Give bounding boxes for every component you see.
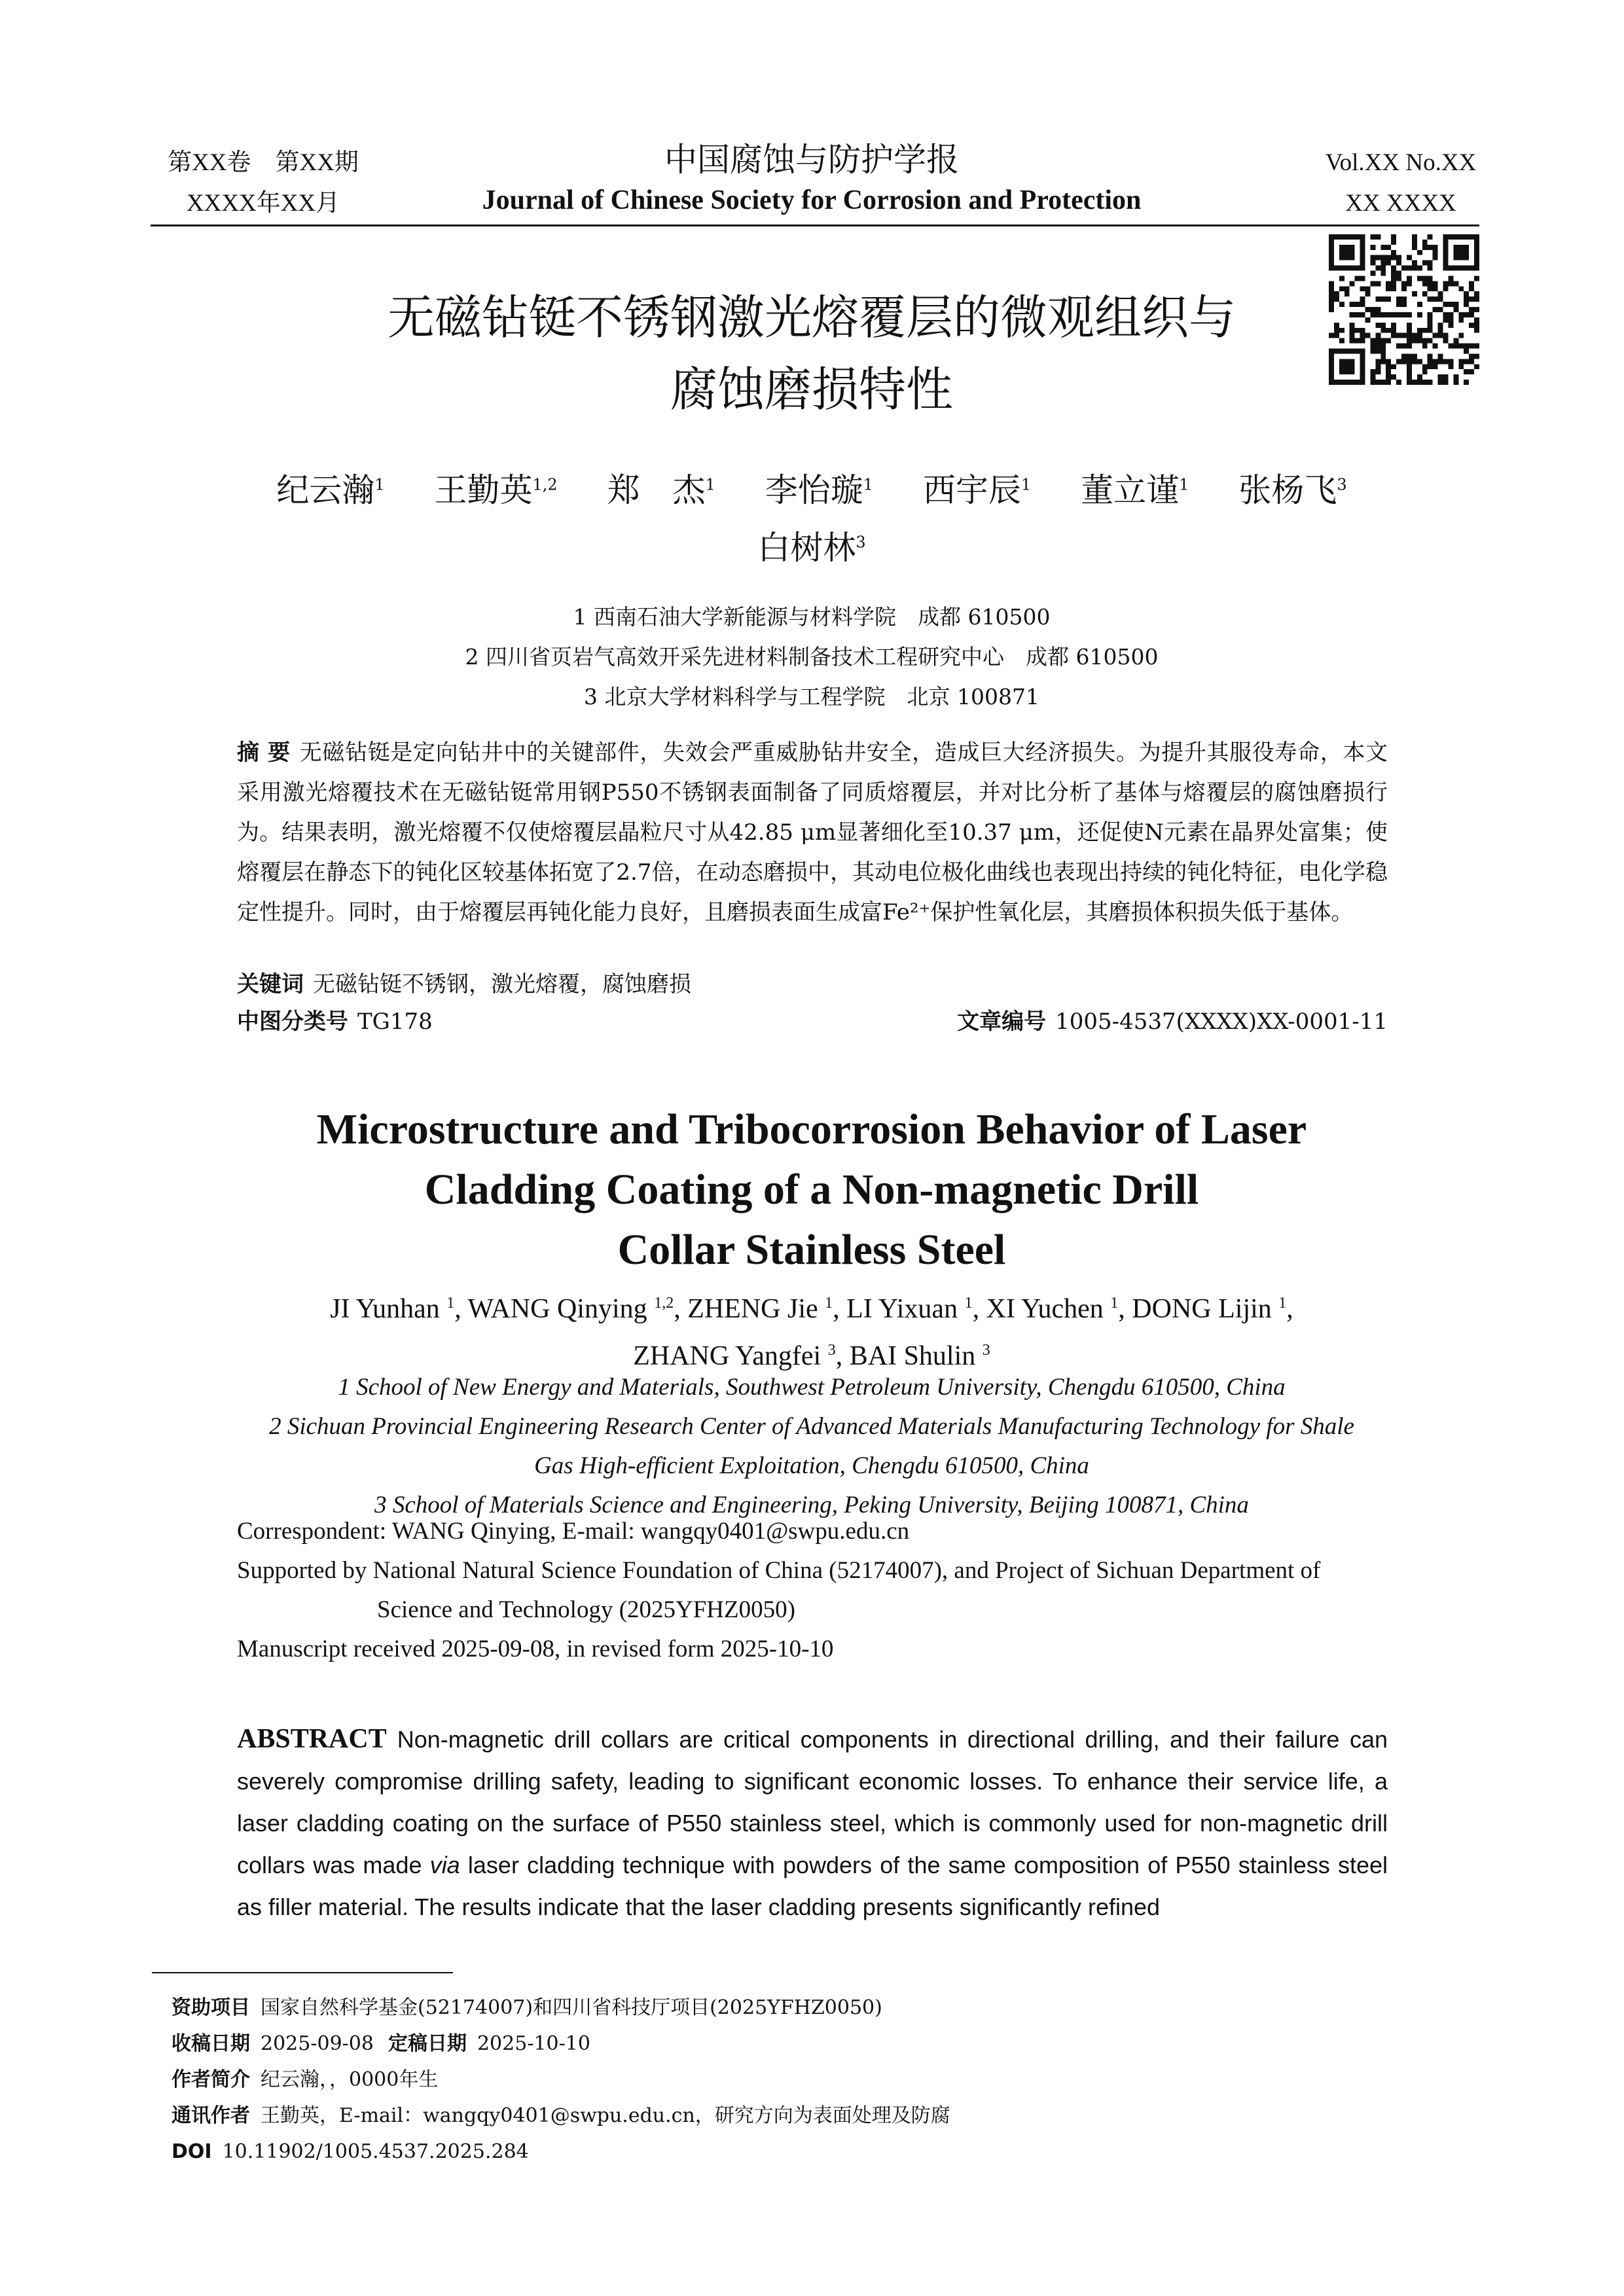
abstract-cn: [237, 733, 1388, 933]
vol-issue-en: Vol.XX No.XX: [1325, 149, 1477, 176]
author-en: XI Yuchen $^1$,: [986, 1294, 1132, 1324]
title-cn-line2: 腐蚀磨损特性: [670, 362, 953, 417]
header-left: [152, 143, 374, 224]
author-cn: 郑 杰$^1$: [607, 471, 715, 509]
affiliation-en: 2 Sichuan Provincial Engineering Research Center of Advanced Materials Manufacturing Technology for Shale: [269, 1413, 1354, 1440]
footnotes: [171, 1990, 1350, 2170]
qr-code[interactable]: [1329, 234, 1479, 385]
author-en: ZHENG Jie $^1$,: [687, 1294, 847, 1324]
affiliation-en: Gas High-efficient Exploitation, Chengdu 610500, China: [534, 1452, 1089, 1479]
affiliations-cn: [262, 597, 1362, 717]
author-en: WANG Qinying $^{1,2}$,: [467, 1294, 688, 1324]
article-number: [957, 1005, 1388, 1039]
date-cn: XXXX年XX月: [186, 190, 340, 217]
affiliation-en: 1 School of New Energy and Materials, Southwest Petroleum University, Chengdu 610500, China: [338, 1374, 1286, 1401]
authors-cn-line2: [216, 516, 1407, 575]
footnote-author-bio: 作者简介 纪云瀚，，0000年生: [171, 2068, 439, 2091]
affiliation-en: 3 School of Materials Science and Engineering, Peking University, Beijing 100871, China: [374, 1492, 1249, 1518]
keywords-cn-label: 关键词: [237, 971, 304, 997]
received-dates: Manuscript received 2025-09-08, in revised form 2025-10-10: [237, 1636, 834, 1662]
footnote-doi: DOI 10.11902/1005.4537.2025.284: [171, 2140, 529, 2163]
keywords-cn-text: 无磁钻铤不锈钢，激光熔覆，腐蚀磨损: [313, 971, 691, 997]
meta-en: [237, 1512, 1402, 1669]
author-en: JI Yunhan $^1$,: [330, 1294, 468, 1324]
classification-row: [237, 1005, 1388, 1039]
header-right: [1290, 143, 1512, 224]
author-en: DONG Lijin $^1$,: [1132, 1294, 1293, 1324]
abstract-en: [237, 1718, 1388, 1928]
footnote-correspondent: 通讯作者 王勤英，E-mail：wangqy0401@swpu.edu.cn，研究方向为表面处理及防腐: [171, 2104, 950, 2127]
author-cn: 白树林$^3$: [757, 529, 866, 567]
author-en: BAI Shulin $^3$: [849, 1341, 990, 1371]
authors-en-line1: [216, 1283, 1407, 1330]
header-rule: [151, 224, 1479, 226]
abstract-en-text-1: Non-magnetic drill collars are critical components in directional drilling, and their failure can severely compromise drilling safety, leading to significant economic losses. To enhance their service life, a laser cladding coating on the surface of P550 stainless steel, which is commonly used for non-magnetic drill collars was made: [237, 1726, 1388, 1878]
title-en: [196, 1100, 1427, 1280]
footnote-funding: 资助项目 国家自然科学基金(52174007)和四川省科技厅项目(2025YFHZ0050): [171, 1996, 882, 2019]
abstract-en-label: ABSTRACT: [237, 1724, 387, 1754]
author-en: ZHANG Yangfei $^3$,: [633, 1341, 850, 1371]
keywords-cn: [237, 967, 1388, 1001]
correspondent: Correspondent: WANG Qinying, E-mail: wangqy0401@swpu.edu.cn: [237, 1518, 910, 1545]
abstract-cn-label: 摘 要: [237, 740, 291, 766]
journal-name-en: Journal of Chinese Society for Corrosion and Protection: [482, 185, 1142, 215]
header-center: [419, 137, 1204, 219]
vol-issue-cn: 第XX卷 第XX期: [168, 149, 359, 176]
title-en-line2: Cladding Coating of a Non-magnetic Drill: [424, 1166, 1199, 1213]
author-en: LI Yixuan $^1$,: [846, 1294, 986, 1324]
title-cn-line1: 无磁钻铤不锈钢激光熔覆层的微观组织与: [387, 290, 1236, 345]
abstract-en-text-2: laser cladding technique with powders of the same composition of P550 stainless steel as filler material. The results indicate that the laser cladding presents significantly refined: [237, 1852, 1388, 1920]
funding-line1: Supported by National Natural Science Foundation of China (52174007), and Project of Sichuan Department of: [237, 1557, 1321, 1584]
author-cn: 西宇辰$^1$: [922, 471, 1032, 509]
clc-value: TG178: [357, 1009, 433, 1035]
affiliation-cn: 1 西南石油大学新能源与材料学院 成都 610500: [573, 604, 1051, 630]
footnote-dates: 收稿日期 2025-09-08 定稿日期 2025-10-10: [171, 2032, 590, 2055]
funding-line2: Science and Technology (2025YFHZ0050): [377, 1596, 795, 1623]
title-en-line1: Microstructure and Tribocorrosion Behavior of Laser: [316, 1105, 1307, 1153]
clc-label: 中图分类号: [237, 1009, 348, 1035]
author-cn: 张杨飞$^3$: [1238, 471, 1347, 509]
date-en: XX XXXX: [1345, 190, 1456, 217]
abstract-cn-text: 无磁钻铤是定向钻井中的关键部件，失效会严重威胁钻井安全，造成巨大经济损失。为提升其服役寿命，本文采用激光熔覆技术在无磁钻铤常用钢P550不锈钢表面制备了同质熔覆层，并对比分析了基体与熔覆层的腐蚀磨损行为。结果表明，激光熔覆不仅使熔覆层晶粒尺寸从42.85 μm显著细化至10.37 μm，还促使N元素在晶界处富集；使熔覆层在静态下的钝化区较基体拓宽了2.7倍，在动态磨损中，其动电位极化曲线也表现出持续的钝化特征，电化学稳定性提升。同时，由于熔覆层再钝化能力良好，且磨损表面生成富Fe²⁺保护性氧化层，其磨损体积损失低于基体。: [237, 740, 1388, 925]
author-cn: 纪云瀚$^1$: [276, 471, 385, 509]
journal-name-cn: 中国腐蚀与防护学报: [664, 141, 959, 179]
authors-cn: [216, 458, 1407, 574]
title-en-line3: Collar Stainless Steel: [617, 1226, 1006, 1274]
author-cn: 李怡璇$^1$: [765, 471, 874, 509]
affiliation-cn: 3 北京大学材料科学与工程学院 北京 100871: [584, 684, 1039, 709]
authors-en: [216, 1283, 1407, 1377]
article-no-value: 1005-4537(XXXX)XX-0001-11: [1055, 1009, 1388, 1035]
author-cn: 王勤英$^{1,2}$: [434, 471, 558, 509]
affiliation-cn: 2 四川省页岩气高效开采先进材料制备技术工程研究中心 成都 610500: [465, 644, 1159, 670]
footnote-rule: [152, 1972, 453, 1973]
title-cn: [275, 281, 1348, 425]
article-no-label: 文章编号: [957, 1009, 1047, 1035]
authors-cn-line1: [216, 458, 1407, 516]
abstract-en-via: via: [429, 1852, 460, 1878]
affiliations-en: [216, 1368, 1407, 1525]
author-cn: 董立谨$^1$: [1081, 471, 1189, 509]
